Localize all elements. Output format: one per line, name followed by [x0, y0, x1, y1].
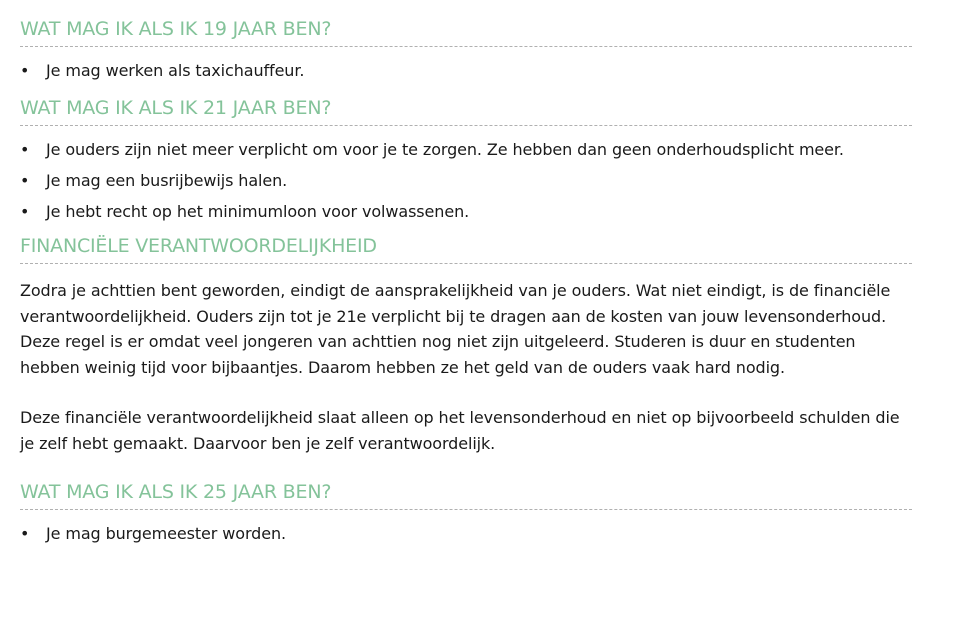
section-heading: WAT MAG IK ALS IK 19 JAAR BEN?	[20, 16, 912, 47]
bullet-icon: •	[20, 61, 30, 80]
section-heading: WAT MAG IK ALS IK 25 JAAR BEN?	[20, 479, 912, 510]
list-item-text: Je mag burgemeester worden.	[46, 524, 286, 543]
list-item	[20, 169, 912, 193]
bullet-icon: •	[20, 524, 30, 543]
section-age-21	[20, 95, 912, 224]
paragraph: Deze financiële verantwoordelijkheid slaat alleen op het levensonderhoud en niet op bijvoorbeeld schulden die je zelf hebt gemaakt. Daarvoor ben je zelf verantwoordelijk.	[20, 408, 900, 453]
section-age-25	[20, 479, 912, 546]
paragraph: Zodra je achttien bent geworden, eindigt de aansprakelijkheid van je ouders. Wat niet eindigt, is de financiële verantwoordelijkheid. Ouders zijn tot je 21e verplicht bij te dragen aan de kosten van jouw levensonderhoud. Deze regel is er omdat veel jongeren van achttien nog niet zijn uitgeleerd. Studeren is duur en studenten hebben weinig tijd voor bijbaantjes. Daarom hebben ze het geld van de ouders vaak hard nodig.	[20, 281, 891, 377]
list-item	[20, 138, 912, 162]
bullet-list	[20, 59, 912, 83]
bullet-list	[20, 522, 912, 546]
bullet-icon: •	[20, 202, 30, 221]
list-item-text: Je hebt recht op het minimumloon voor volwassenen.	[46, 202, 470, 221]
bullet-icon: •	[20, 171, 30, 190]
list-item-text: Je mag een busrijbewijs halen.	[46, 171, 288, 190]
list-item	[20, 522, 912, 546]
list-item	[20, 200, 912, 224]
list-item	[20, 59, 912, 83]
list-item-text: Je mag werken als taxichauffeur.	[46, 61, 305, 80]
section-heading: WAT MAG IK ALS IK 21 JAAR BEN?	[20, 95, 912, 126]
list-item-text: Je ouders zijn niet meer verplicht om voor je te zorgen. Ze hebben dan geen onderhoudsplicht meer.	[46, 140, 844, 159]
section-age-19	[20, 16, 912, 83]
section-heading: FINANCIËLE VERANTWOORDELIJKHEID	[20, 233, 912, 264]
bullet-list	[20, 138, 912, 224]
bullet-icon: •	[20, 140, 30, 159]
section-financial-responsibility	[20, 233, 912, 456]
